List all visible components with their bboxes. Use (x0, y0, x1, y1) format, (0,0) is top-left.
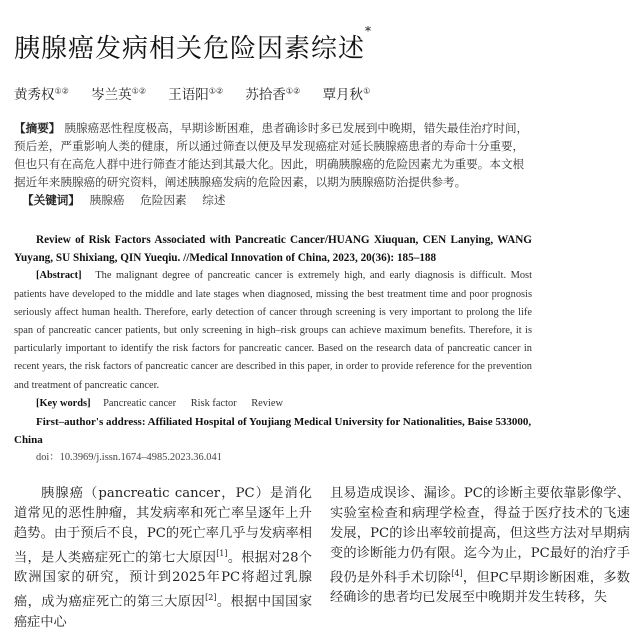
keywords-label: 【关键词】 (22, 193, 80, 207)
english-abstract-label: [Abstract] (36, 270, 82, 282)
abstract-chinese (14, 119, 530, 191)
keyword[interactable]: Pancreatic cancer (103, 397, 177, 409)
keyword[interactable]: Review (251, 397, 283, 409)
keyword[interactable]: 胰腺癌 (89, 193, 125, 207)
article-title (14, 24, 373, 65)
body-column-right: 且易造成误诊、漏诊。PC的诊断主要依靠影像学、实验室检查和病理学检查，得益于医疗技术的飞速发展，PC的诊出率较前提高，但这些方法对早期病变的诊断能力仍有限。迄今为止，PC最好的治疗手段仍是外科手术切除[4]，但PC早期诊断困难，多数经确诊的患者均已发展至中晚期并发生转移，失 (330, 486, 630, 606)
title-text: 胰腺癌发病相关危险因素综述 (14, 34, 366, 64)
author: 黄秀权①② (14, 86, 69, 103)
english-abstract-text: The malignant degree of pancreatic cancer is extremely high, and early diagnosis is difficult. Most patients have developed to the middle and late stages when diagnosed, missing the best treatment time and poor prognosis seriously affect human health. Therefore, early detection of cancer through screening is very important to prolong the life span of pancreatic cancer patients, but only screening in high–risk groups can achieve maximum benefits. Therefore, it is particularly important to identify the risk factors for pancreatic cancer. Based on the research data of pancreatic cancer in recent years, the risk factors of pancreatic cancer are described in this paper, in order to provide reference for the prevention and treatment of pancreatic cancer. (14, 270, 532, 391)
doi-link[interactable]: doi：10.3969/j.issn.1674–4985.2023.36.041 (36, 452, 222, 464)
author: 王语阳①② (168, 86, 224, 103)
author: 苏拾香①② (245, 86, 301, 103)
english-keywords-label: [Key words] (36, 397, 91, 409)
body-column-left: 胰腺癌（pancreatic cancer，PC）是消化道常见的恶性肿瘤，其发病率和死亡率呈逐年上升趋势。由于预后不良，PC的死亡率几乎与发病率相当，是人类癌症死亡的第七大原因[1]。根据对28个欧洲国家的研究，预计到2025年PC将超过乳腺癌，成为癌症死亡的第三大原因[2]。根据中国国家癌症中心 (14, 486, 313, 630)
keyword[interactable]: 危险因素 (140, 193, 187, 207)
author: 岑兰英①② (91, 86, 146, 103)
english-keywords (14, 395, 532, 413)
english-abstract-block (14, 231, 532, 468)
title-footnote-mark[interactable]: * (365, 24, 373, 38)
first-author-address: First–author's address: Affiliated Hospital of Youjiang Medical University for Nationalities, Baise 533000, China (14, 416, 532, 447)
english-citation: Review of Risk Factors Associated with Pancreatic Cancer/HUANG Xiuquan, CEN Lanying, WANG Yuyang, SU Shixiang, QIN Yueqiu. //Medical Innovation of China, 2023, 20(36): 185–188 (14, 234, 532, 265)
keyword[interactable]: 综述 (202, 193, 226, 207)
english-abstract (14, 267, 532, 394)
reference-link[interactable]: [4] (451, 569, 463, 578)
reference-link[interactable]: [1] (216, 549, 228, 558)
reference-link[interactable]: [2] (205, 593, 217, 603)
author: 覃月秋① (322, 86, 371, 103)
author-list (14, 83, 388, 103)
abstract-label: 【摘要】 (14, 121, 61, 135)
keyword[interactable]: Risk factor (190, 397, 237, 409)
keywords-chinese (22, 192, 237, 208)
abstract-text: 胰腺癌恶性程度极高，早期诊断困难，患者确诊时多已发展到中晚期，错失最佳治疗时间，预后差，严重影响人类的健康，所以通过筛查以便及早发现癌症对延长胰腺癌患者的寿命十分重要，但也只有在高危人群中进行筛查才能达到其最大化。因此，明确胰腺癌的危险因素尤为重要。本文根据近年来胰腺癌的研究资料，阐述胰腺癌发病的危险因素，以期为胰腺癌防治提供参考。 (14, 121, 529, 189)
